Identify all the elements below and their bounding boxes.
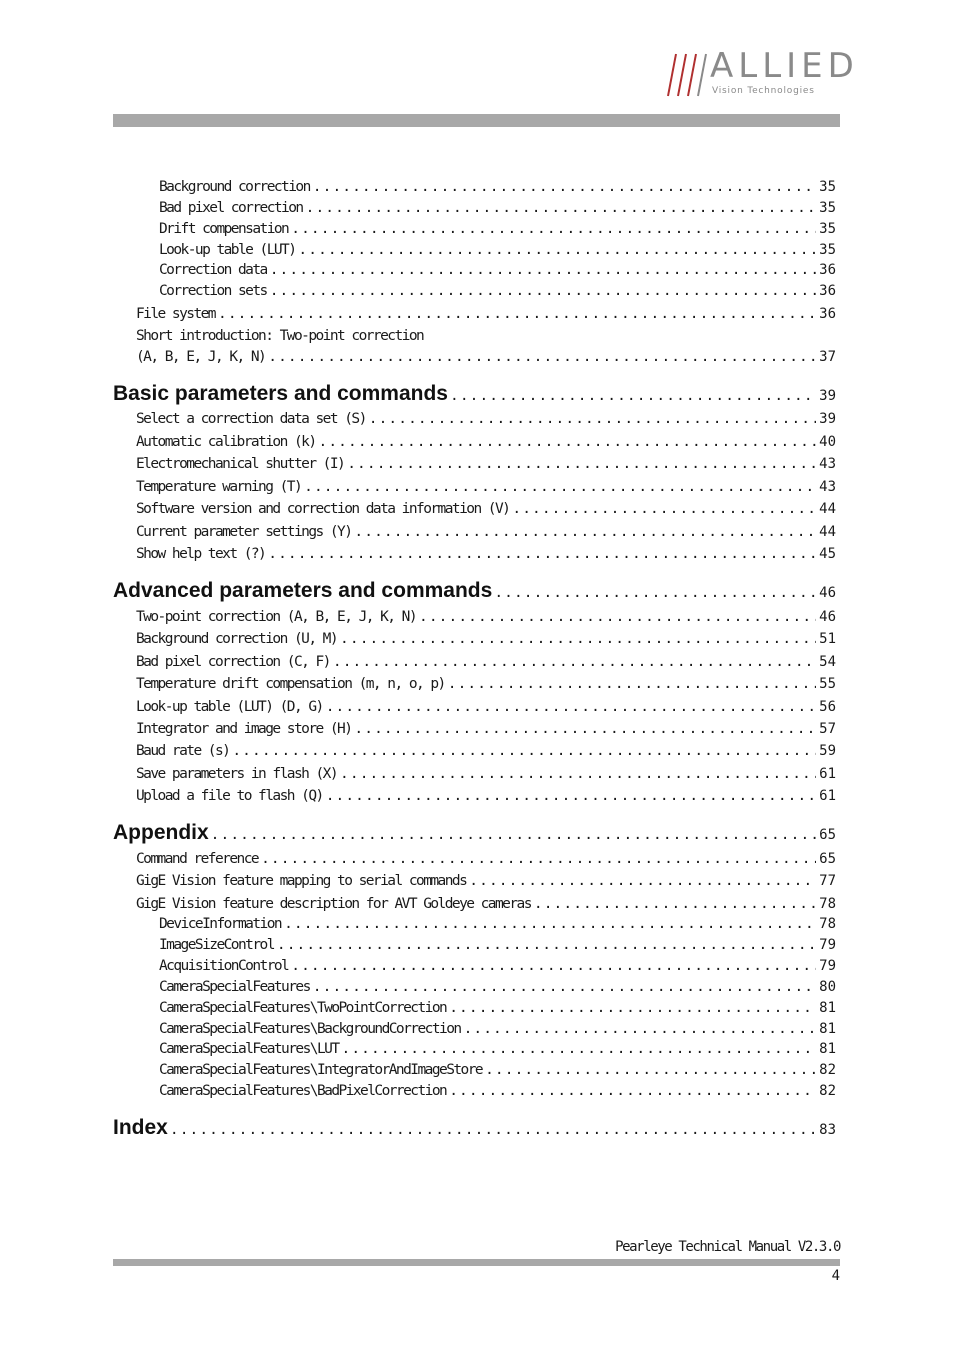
toc-page-number: 78 xyxy=(819,896,836,912)
toc-leader-dots xyxy=(268,545,816,563)
toc-page-number: 80 xyxy=(819,979,836,995)
toc-entry[interactable] xyxy=(159,220,836,238)
toc-entry[interactable] xyxy=(136,545,836,563)
toc-entry[interactable] xyxy=(136,675,836,693)
toc-page-number: 77 xyxy=(819,873,836,889)
toc-page-number: 36 xyxy=(819,283,836,299)
logo-wordmark: ALLIED xyxy=(710,46,859,86)
toc-leader-dots xyxy=(448,675,816,693)
toc-chapter-title: Index xyxy=(113,1116,168,1139)
toc-entry-text: Select a correction data set (S) xyxy=(136,411,366,427)
toc-entry-text: (A, B, E, J, K, N) xyxy=(136,349,266,365)
toc-entry-text: GigE Vision feature description for AVT Goldeye cameras xyxy=(136,896,531,912)
toc-entry-text: CameraSpecialFeatures\LUT xyxy=(159,1041,339,1057)
toc-leader-dots xyxy=(232,742,816,760)
toc-leader-dots xyxy=(313,178,816,196)
toc-entry[interactable] xyxy=(136,410,836,428)
toc-page-number: 43 xyxy=(819,456,836,472)
toc-page-number: 54 xyxy=(819,653,836,670)
toc-entry-text: CameraSpecialFeatures\TwoPointCorrection xyxy=(159,1000,447,1016)
toc-leader-dots xyxy=(485,1061,816,1079)
toc-entry-text: Integrator and image store (H) xyxy=(136,721,352,737)
toc-entry[interactable] xyxy=(159,978,836,996)
toc-entry-text: Command reference xyxy=(136,851,259,867)
toc-page-number: 43 xyxy=(819,478,836,495)
toc-entry[interactable] xyxy=(136,433,836,451)
toc-entry-text: AcquisitionControl xyxy=(159,958,289,974)
toc-leader-dots xyxy=(340,765,816,783)
toc-entry-text: Drift compensation xyxy=(159,221,289,237)
toc-entry-text: Show help text (?) xyxy=(136,546,266,562)
toc-leader-dots xyxy=(306,199,817,217)
toc-page-number: 55 xyxy=(819,676,836,693)
toc-entry[interactable] xyxy=(159,261,836,279)
toc-entry[interactable] xyxy=(159,999,836,1017)
toc-page-number: 61 xyxy=(819,788,836,805)
toc-page-number: 35 xyxy=(819,179,836,195)
toc-leader-dots xyxy=(218,305,816,323)
toc-entry[interactable] xyxy=(136,478,836,496)
toc-page-number: 65 xyxy=(819,851,836,867)
toc-page-number: 39 xyxy=(819,388,836,404)
toc-entry-text: ImageSizeControl xyxy=(159,937,274,953)
toc-entry[interactable] xyxy=(159,241,836,259)
toc-entry[interactable] xyxy=(136,698,836,716)
page-number: 4 xyxy=(831,1268,840,1284)
toc-page-number: 81 xyxy=(819,1041,836,1057)
toc-entry[interactable] xyxy=(136,630,836,648)
toc-entry[interactable] xyxy=(136,895,836,913)
toc-entry-text: Two-point correction (A, B, E, J, K, N) xyxy=(136,609,417,625)
toc-page-number: 56 xyxy=(819,698,836,715)
toc-leader-dots xyxy=(333,653,816,671)
toc-page-number: 35 xyxy=(819,242,836,258)
toc-leader-dots xyxy=(298,241,816,259)
toc-leader-dots xyxy=(304,478,816,496)
toc-entry[interactable] xyxy=(136,608,836,626)
toc-leader-dots xyxy=(347,455,816,473)
toc-leader-dots xyxy=(291,957,816,975)
toc-entry-text: DeviceInformation xyxy=(159,916,282,932)
toc-chapter-title: Advanced parameters and commands xyxy=(113,579,493,602)
toc-entry[interactable] xyxy=(159,199,836,217)
toc-entry[interactable] xyxy=(159,936,836,954)
toc-leader-dots xyxy=(534,895,816,913)
toc-page-number: 79 xyxy=(819,937,836,953)
toc-leader-dots xyxy=(170,1116,817,1144)
toc-leader-dots xyxy=(354,523,816,541)
toc-entry-text: Automatic calibration (k) xyxy=(136,433,316,450)
toc-page-number: 45 xyxy=(819,546,836,562)
toc-entry[interactable] xyxy=(159,178,836,196)
toc-page-number: 78 xyxy=(819,916,836,932)
toc-chapter-heading[interactable] xyxy=(113,819,836,849)
footer-title: Pearleye Technical Manual V2.3.0 xyxy=(615,1239,840,1255)
toc-entry-text: Temperature drift compensation (m, n, o, p) xyxy=(136,676,445,693)
toc-page-number: 35 xyxy=(819,221,836,237)
toc-entry-text: Correction data xyxy=(159,262,267,278)
toc-page-number: 37 xyxy=(819,349,836,365)
toc-leader-dots xyxy=(449,999,816,1017)
toc-entry-text: Baud rate (s) xyxy=(136,743,230,760)
toc-entry-text: Bad pixel correction xyxy=(159,200,303,216)
toc-entry-text: File system xyxy=(136,306,215,322)
toc-chapter-title: Basic parameters and commands xyxy=(113,382,448,405)
toc-leader-dots xyxy=(270,261,816,279)
toc-entry[interactable] xyxy=(136,500,836,518)
toc-chapter-heading[interactable] xyxy=(113,380,836,410)
toc-leader-dots xyxy=(354,720,816,738)
toc-entry[interactable] xyxy=(136,850,836,868)
toc-leader-dots xyxy=(277,936,816,954)
toc-page-number: 46 xyxy=(819,609,836,625)
toc-entry[interactable] xyxy=(159,915,836,933)
toc-entry[interactable] xyxy=(136,787,836,805)
toc-leader-dots xyxy=(268,348,816,366)
toc-leader-dots xyxy=(326,698,816,716)
toc-entry[interactable] xyxy=(136,305,836,323)
toc-entry[interactable] xyxy=(136,653,836,671)
toc-leader-dots xyxy=(464,1020,817,1038)
toc-leader-dots xyxy=(369,410,816,428)
toc-entry[interactable] xyxy=(136,742,836,760)
toc-page-number: 40 xyxy=(819,433,836,450)
toc-entry-text: Electromechanical shutter (I) xyxy=(136,456,345,472)
toc-entry[interactable] xyxy=(159,282,836,300)
toc-entry[interactable] xyxy=(159,1082,836,1100)
toc-entry[interactable] xyxy=(136,720,836,738)
toc-page-number: 65 xyxy=(819,827,836,843)
toc-page-number: 82 xyxy=(819,1083,836,1099)
toc-entry[interactable] xyxy=(136,523,836,541)
toc-entry[interactable] xyxy=(159,1020,836,1038)
toc-page-number: 44 xyxy=(819,501,836,517)
toc-entry-text: Look-up table (LUT) xyxy=(159,242,296,258)
toc-leader-dots xyxy=(319,433,817,451)
toc-entry-text: Correction sets xyxy=(159,283,267,299)
toc-chapter-title: Appendix xyxy=(113,821,209,844)
toc-page-number: 57 xyxy=(819,721,836,737)
toc-page-number: 39 xyxy=(819,411,836,427)
toc-page-number: 51 xyxy=(819,631,836,648)
toc-entry-text: GigE Vision feature mapping to serial commands xyxy=(136,873,467,889)
toc-entry-text: Software version and correction data information (V) xyxy=(136,501,510,517)
toc-leader-dots xyxy=(449,1082,816,1100)
toc-entry-text: CameraSpecialFeatures\IntegratorAndImageStore xyxy=(159,1062,483,1078)
toc-leader-dots xyxy=(342,1040,817,1058)
toc-page-number: 46 xyxy=(819,585,836,601)
toc-leader-dots xyxy=(313,978,816,996)
toc-entry-text: Bad pixel correction (C, F) xyxy=(136,653,330,670)
toc-page-number: 83 xyxy=(819,1122,836,1138)
toc-entry-text: CameraSpecialFeatures\BadPixelCorrection xyxy=(159,1083,447,1099)
toc-leader-dots xyxy=(270,282,816,300)
toc-page-number: 81 xyxy=(819,1021,836,1037)
toc-entry-text: CameraSpecialFeatures\BackgroundCorrection xyxy=(159,1021,461,1037)
toc-entry-text: Save parameters in flash (X) xyxy=(136,765,338,782)
toc-entry-text: Background correction (U, M) xyxy=(136,631,338,648)
toc-entry[interactable] xyxy=(136,455,836,473)
logo-subtitle: Vision Technologies xyxy=(712,86,815,96)
toc-leader-dots xyxy=(326,787,816,805)
toc-page-number: 79 xyxy=(819,958,836,974)
toc-entry[interactable] xyxy=(159,1061,836,1079)
toc-page-number: 35 xyxy=(819,200,836,216)
toc-entry-text: Upload a file to flash (Q) xyxy=(136,788,323,805)
toc-page-number: 36 xyxy=(819,262,836,278)
toc-page-number: 61 xyxy=(819,765,836,782)
toc-entry[interactable] xyxy=(136,348,836,366)
toc-entry[interactable] xyxy=(159,1040,836,1058)
toc-page-number: 59 xyxy=(819,743,836,760)
toc-leader-dots xyxy=(419,608,816,626)
toc-entry-text: Look-up table (LUT) (D, G) xyxy=(136,698,323,715)
toc-entry[interactable] xyxy=(136,872,836,890)
footer-divider xyxy=(113,1259,840,1266)
toc-leader-dots xyxy=(211,821,817,849)
toc-leader-dots xyxy=(340,630,816,648)
toc-page-number: 36 xyxy=(819,306,836,322)
toc-page-number: 82 xyxy=(819,1062,836,1078)
toc-page-number: 44 xyxy=(819,523,836,540)
toc-page-number: 81 xyxy=(819,1000,836,1016)
toc-entry-text: Current parameter settings (Y) xyxy=(136,523,352,540)
toc-chapter-heading[interactable] xyxy=(113,577,836,607)
toc-entry-text: Temperature warning (T) xyxy=(136,478,302,495)
toc-leader-dots xyxy=(450,382,817,410)
toc-entry[interactable] xyxy=(136,765,836,783)
toc-leader-dots xyxy=(291,220,816,238)
toc-leader-dots xyxy=(469,872,816,890)
toc-entry-text[interactable]: Short introduction: Two-point correction xyxy=(136,328,424,344)
toc-entry-text: CameraSpecialFeatures xyxy=(159,979,310,995)
toc-entry-text: Background correction xyxy=(159,179,310,195)
toc-entry[interactable] xyxy=(159,957,836,975)
toc-leader-dots xyxy=(512,500,816,518)
toc-leader-dots xyxy=(284,915,816,933)
toc-chapter-heading[interactable] xyxy=(113,1114,836,1144)
toc-leader-dots xyxy=(494,579,817,607)
toc-leader-dots xyxy=(261,850,816,868)
